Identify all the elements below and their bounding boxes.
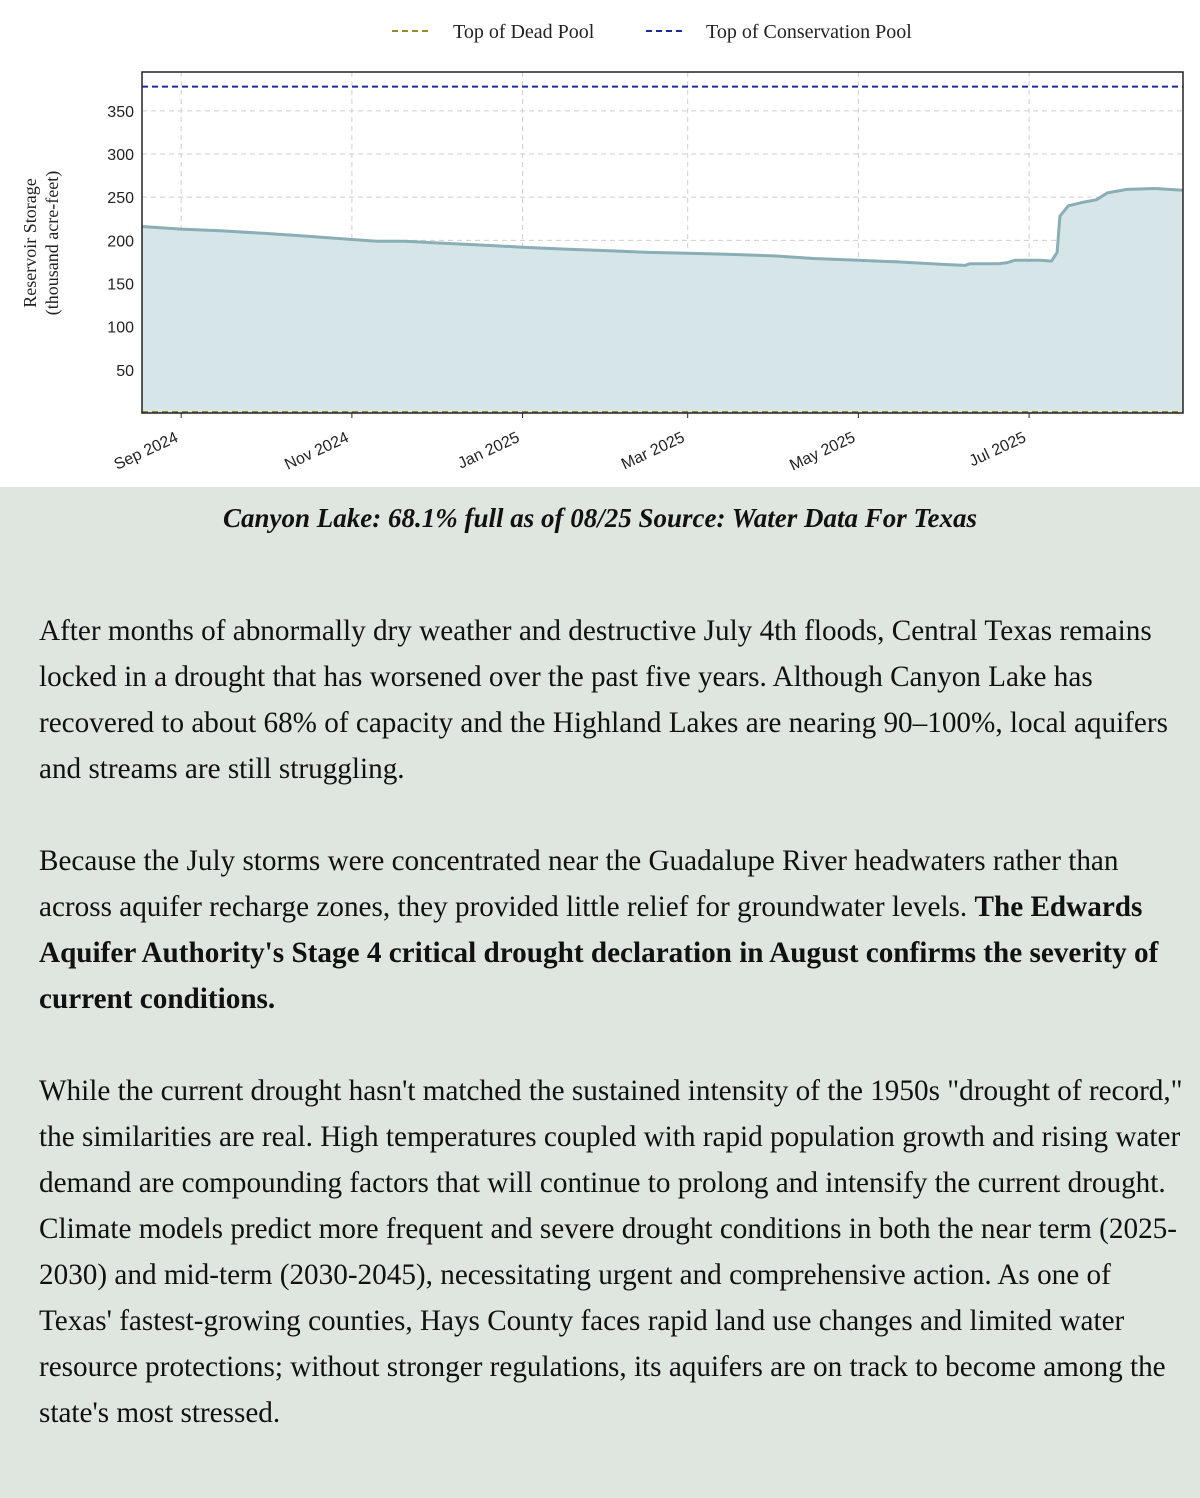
y-tick-label-100: 100 <box>107 319 134 337</box>
y-tick-label-250: 250 <box>107 190 134 208</box>
y-tick-label-50: 50 <box>116 362 134 380</box>
y-axis-label-units: (thousand acre-feet) <box>42 170 62 316</box>
x-tick-label-0: Sep 2024 <box>111 429 181 474</box>
x-ticks <box>112 413 1030 474</box>
x-tick-label-1: Nov 2024 <box>282 429 352 474</box>
y-tick-label-350: 350 <box>107 103 134 121</box>
y-tick-label-200: 200 <box>107 233 134 251</box>
paragraph-2-text: Because the July storms were concentrated near the Guadalupe River headwaters rather than across aquifer recharge zones, they provided little relief for groundwater levels. <box>39 845 1119 923</box>
paragraph-1: After months of abnormally dry weather and destructive July 4th floods, Central Texas remains locked in a drought that has worsened over the past five years. Although Canyon Lake has recovered to about 68% of capacity and the Highland Lakes are nearing 90–100%, local aquifers and streams are still struggling. <box>39 615 1168 785</box>
legend-conservation-pool-label: Top of Conservation Pool <box>706 21 912 43</box>
y-axis-label <box>20 171 63 315</box>
y-tick-label-300: 300 <box>107 147 134 165</box>
x-tick-label-3: Mar 2025 <box>618 429 688 474</box>
paragraph-3: While the current drought hasn't matched the sustained intensity of the 1950s "drought of record," the similarities are real. High temperatures coupled with rapid population growth and rising water demand are compounding factors that will continue to prolong and intensify the current drought. Climate models predict more frequent and severe drought conditions in both the near term (2025-2030) and mid-term (2030-2045), necessitating urgent and comprehensive action. As one of Texas' fastest-growing counties, Hays County faces rapid land use changes and limited water resource protections; without stronger regulations, its aquifers are on track to become among the state's most stressed. <box>39 1075 1183 1429</box>
storage-chart <box>0 0 1200 487</box>
article-body <box>39 608 1184 1436</box>
plot-area <box>142 87 1183 413</box>
y-axis-label-main: Reservoir Storage <box>20 178 40 308</box>
y-tick-label-150: 150 <box>107 276 134 294</box>
chart-caption: Canyon Lake: 68.1% full as of 08/25 Source: Water Data For Texas <box>222 503 978 533</box>
legend-dead-pool-label: Top of Dead Pool <box>453 21 595 43</box>
chart-panel <box>0 0 1200 487</box>
paragraph-2 <box>39 838 1184 1022</box>
x-tick-label-4: May 2025 <box>787 429 859 475</box>
x-tick-label-5: Jul 2025 <box>966 429 1029 471</box>
storage-area-fill <box>142 189 1183 414</box>
paragraph-2-bold: The Edwards Aquifer Authority's Stage 4 critical drought declaration in August confirms the severity of current conditions. <box>39 891 1159 1015</box>
y-ticks <box>107 104 134 380</box>
legend <box>392 21 912 43</box>
x-tick-label-2: Jan 2025 <box>455 429 523 473</box>
